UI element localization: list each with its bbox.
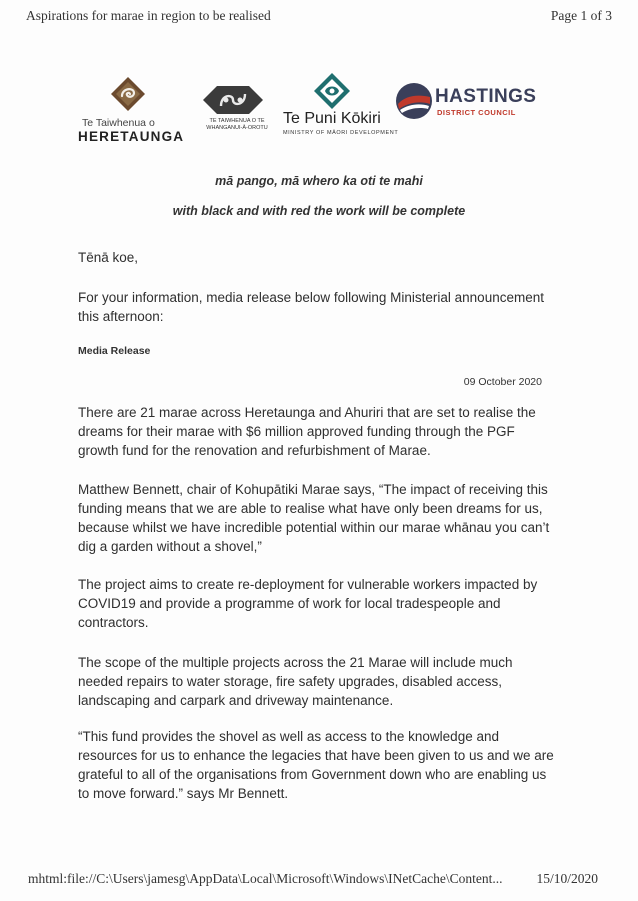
te-puni-kokiri-mark-icon [313, 72, 351, 110]
heretaunga-diamond-icon [110, 76, 146, 112]
motto-english: with black and with red the work will be complete [172, 204, 466, 218]
release-paragraph: “This fund provides the shovel as well as access to the knowledge and resources for us to enhance the legacies that have been given to us and we are grateful to all of the organisations from Government down who are enabling us to move forward.” says Mr Bennett. [78, 729, 554, 801]
release-paragraph: There are 21 marae across Heretaunga and Ahuriri that are set to realise the dreams for their marae with $6 million approved funding through the PGF growth fund for the renovation and refurbishment of Marae. [78, 405, 536, 458]
letter-intro: For your information, media release below following Ministerial announcement this afternoon: [78, 290, 544, 324]
te-puni-kokiri-logo [280, 70, 399, 148]
logo-banner [70, 70, 540, 150]
release-paragraph: Matthew Bennett, chair of Kohupātiki Marae says, “The impact of receiving this funding means that we are able to realise what have only been dreams for us, because whilst we have incredible potential within our marae whānau you can’t dig a garden without a shovel,” [78, 482, 550, 554]
heretaunga-logo-line2: HERETAUNGA [78, 129, 185, 144]
whanganui-logo-text: TE TAIWHENUA O TE WHANGANUI-Ā-OROTU [206, 118, 268, 131]
heretaunga-logo [70, 70, 190, 148]
print-header-page-number: Page 1 of 3 [550, 8, 612, 23]
whanganui-logo [195, 70, 280, 148]
print-footer-date: 15/10/2020 [536, 871, 598, 886]
letter-greeting: Tēnā koe, [78, 250, 139, 265]
te-puni-kokiri-subtitle: MINISTRY OF MĀORI DEVELOPMENT [283, 130, 399, 136]
heretaunga-logo-line1: Te Taiwhenua o [82, 117, 155, 129]
release-paragraph: The project aims to create re-deployment for vulnerable workers impacted by COVID19 and provide a programme of work for local tradespeople and contractors. [78, 577, 538, 630]
release-paragraph: The scope of the multiple projects across the 21 Marae will include much needed repairs to water storage, fire safety upgrades, disabled access, landscaping and carpark and driveway maintenance. [78, 655, 513, 708]
hastings-logo [395, 80, 540, 130]
hastings-name: HASTINGS [435, 86, 537, 107]
hastings-subtitle: DISTRICT COUNCIL [437, 108, 516, 117]
media-release-label: Media Release [78, 345, 151, 357]
motto-maori: mā pango, mā whero ka oti te mahi [215, 174, 423, 188]
print-header-title: Aspirations for marae in region to be realised [26, 8, 271, 23]
hastings-emblem-icon [395, 82, 433, 120]
whanganui-hexagon-icon [203, 86, 263, 114]
te-puni-kokiri-name: Te Puni Kōkiri [283, 110, 381, 127]
release-date: 09 October 2020 [463, 376, 542, 388]
print-footer-path: mhtml:file://C:\Users\jamesg\AppData\Local\Microsoft\Windows\INetCache\Content... [28, 871, 503, 886]
